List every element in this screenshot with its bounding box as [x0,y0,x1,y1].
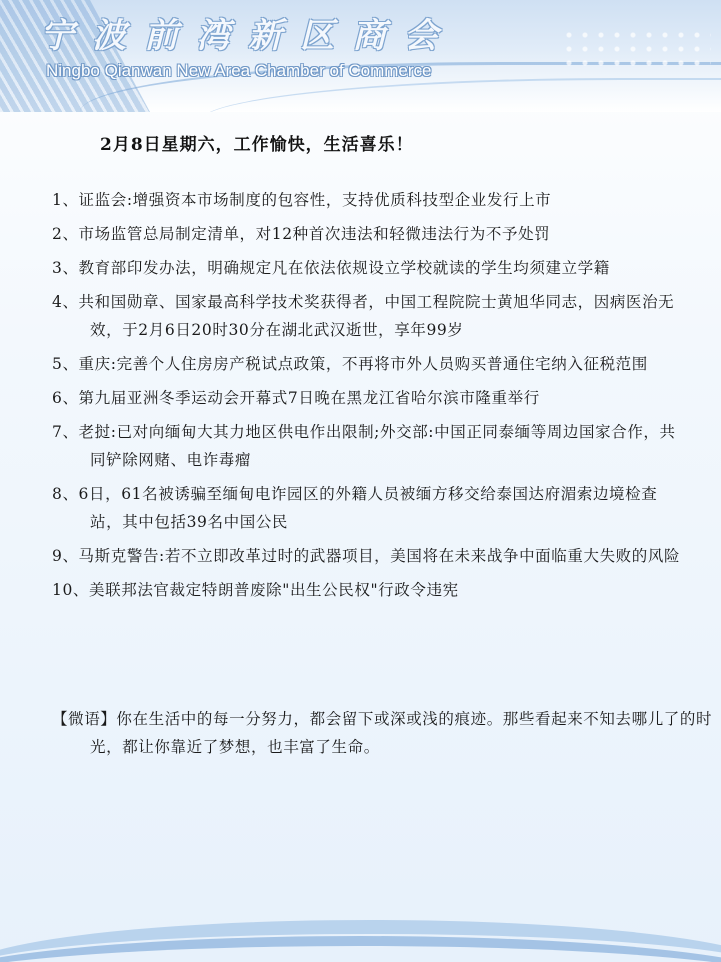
chamber-title-english: Ningbo Qianwan New Area Chamber of Commerce [46,61,432,80]
news-item: 2、市场监管总局制定清单，对12种首次违法和轻微违法行为不予处罚 [52,225,551,243]
news-item: 10、美联邦法官裁定特朗普废除"出生公民权"行政令违宪 [52,581,459,599]
news-item: 6、第九届亚洲冬季运动会开幕式7日晚在黑龙江省哈尔滨市隆重举行 [52,389,540,407]
header-banner [0,0,721,112]
news-item: 8、6日，61名被诱骗至缅甸电诈园区的外籍人员被缅方移交给泰国达府湄索边境检查站，其中包括39名中国公民 [52,485,658,531]
news-item: 1、证监会:增强资本市场制度的包容性，支持优质科技型企业发行上市 [52,191,552,209]
news-item: 4、共和国勋章、国家最高科学技术奖获得者，中国工程院院士黄旭华同志，因病医治无效，于2月6日20时30分在湖北武汉逝世，享年99岁 [52,293,675,339]
news-item: 3、教育部印发办法，明确规定凡在依法依规设立学校就读的学生均须建立学籍 [52,259,610,277]
banner-dot-pattern [561,28,711,68]
footer-decoration [0,902,721,962]
date-greeting: 2月8日星期六，工作愉快，生活喜乐！ [100,135,414,155]
micro-quote: 【微语】你在生活中的每一分努力，都会留下或深或浅的痕迹。那些看起来不知去哪儿了的时光，都让你靠近了梦想，也丰富了生命。 [52,710,713,756]
news-item: 9、马斯克警告:若不立即改革过时的武器项目，美国将在未来战争中面临重大失败的风险 [52,547,681,565]
news-list [52,186,682,610]
chamber-title-chinese: 宁波前湾新区商会 [40,16,456,56]
news-item: 7、老挝:已对向缅甸大其力地区供电作出限制;外交部:中国正同泰缅等周边国家合作，共同铲除网赌、电诈毒瘤 [52,423,676,469]
news-item: 5、重庆:完善个人住房房产税试点政策，不再将市外人员购买普通住宅纳入征税范围 [52,355,648,373]
